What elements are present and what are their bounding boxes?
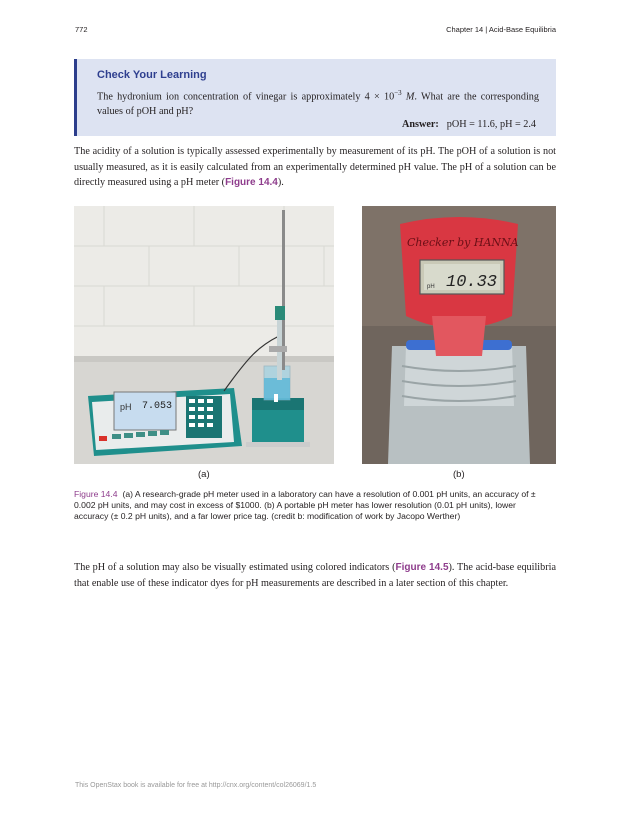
check-your-learning-title: Check Your Learning [97, 69, 207, 81]
meter-reading-b: 10.33 [446, 273, 498, 292]
page-footer: This OpenStax book is available for free at http://cnx.org/content/col26069/1.5 [75, 782, 317, 789]
caption-figure-number: Figure 14.4 [74, 489, 118, 499]
page-number: 772 [75, 25, 88, 34]
check-your-learning-question: The hydronium ion concentration of vinegar is approximately $4 \times 10^{-3}$ M. What are the corresponding values of pOH and pH? [97, 89, 539, 117]
figure-14-4-link[interactable]: Figure 14.4 [225, 177, 278, 188]
subfigure-label-b: (b) [453, 469, 465, 480]
caption-text: (a) A research-grade pH meter used in a laboratory can have a resolution of 0.001 pH units, an accuracy of ± 0.002 pH units, and may cost in excess of $1000. (b) A portable pH meter has lower resolution (0.01 pH units), lower accuracy (± 0.2 pH units), and a far lower price tag. (credit b: modification of work by Jacopo Werther) [74, 489, 536, 522]
check-your-learning-box [74, 59, 556, 136]
meter-reading-a: 7.053 [142, 401, 173, 412]
tester-brand: Checker by HANNA [407, 236, 519, 249]
meter-symbol-b: pH [427, 284, 435, 290]
answer-value: pOH = 11.6, pH = 2.4 [446, 119, 536, 130]
meter-symbol-a: pH [120, 402, 132, 412]
photo-lab-ph-meter [74, 206, 334, 464]
subfigure-label-a: (a) [198, 469, 210, 480]
figure-14-5-link[interactable]: Figure 14.5 [395, 562, 449, 573]
check-your-learning-answer [402, 119, 536, 130]
running-header: Chapter 14 | Acid-Base Equilibria [446, 25, 556, 34]
body-paragraph-2: The pH of a solution may also be visually estimated using colored indicators (Figure 14.5). The acid-base equilibria that enable use of these indicator dyes for pH measurements are described in a later section of this chapter. [74, 562, 556, 589]
answer-label: Answer: [402, 119, 439, 130]
body-paragraph-1: The acidity of a solution is typically assessed experimentally by measurement of its pH. The pOH of a solution is not usually measured, as it is easily calculated from an experimentally determined pH value. The pH of a solution can be directly measured using a pH meter (Figure 14.4). [74, 146, 556, 188]
figure-caption [74, 489, 544, 523]
photo-portable-ph-meter [362, 206, 556, 464]
